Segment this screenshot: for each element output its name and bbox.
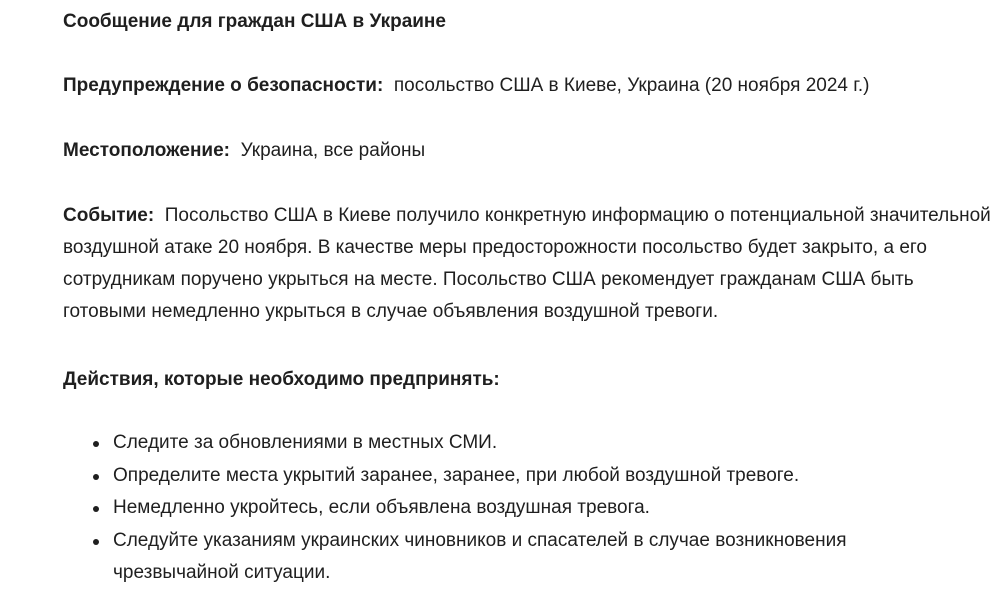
list-item-text: Следуйте указаниям украинских чиновников и спасателей в случае возникновения чрезвычайной ситуации. [113,529,847,583]
event-paragraph [63,200,993,328]
list-item [63,492,893,525]
list-item [63,427,893,460]
actions-list [63,427,893,590]
bullet-icon [93,506,99,512]
list-item-text: Определите места укрытий заранее, заранее, при любой воздушной тревоге. [113,464,800,486]
location-line [63,135,425,167]
security-warning-label: Предупреждение о безопасности: [63,75,384,96]
location-label: Местоположение: [63,140,230,161]
list-item-text: Немедленно укройтесь, если объявлена воздушная тревога. [113,497,650,518]
bullet-icon [93,474,99,480]
list-item [63,460,893,493]
page-title: Сообщение для граждан США в Украине [63,11,446,32]
list-item [63,525,893,590]
bullet-icon [93,441,99,447]
security-warning [63,70,869,102]
actions-heading: Действия, которые необходимо предпринять: [63,369,500,390]
event-text: Посольство США в Киеве получило конкретную информацию о потенциальной значительной воздушной атаке 20 ноября. В качестве меры предосторожности посольство будет закрыто, а его сотрудникам поручено укрыться на месте. Посольство США рекомендует гражданам США быть готовыми немедленно укрыться в случае объявления воздушной тревоги. [63,205,991,322]
security-warning-text: посольство США в Киеве, Украина (20 ноября 2024 г.) [393,75,870,96]
bullet-icon [93,539,99,545]
event-label: Событие: [63,205,155,226]
list-item-text: Следите за обновлениями в местных СМИ. [113,432,498,453]
location-text: Украина, все районы [240,140,426,161]
